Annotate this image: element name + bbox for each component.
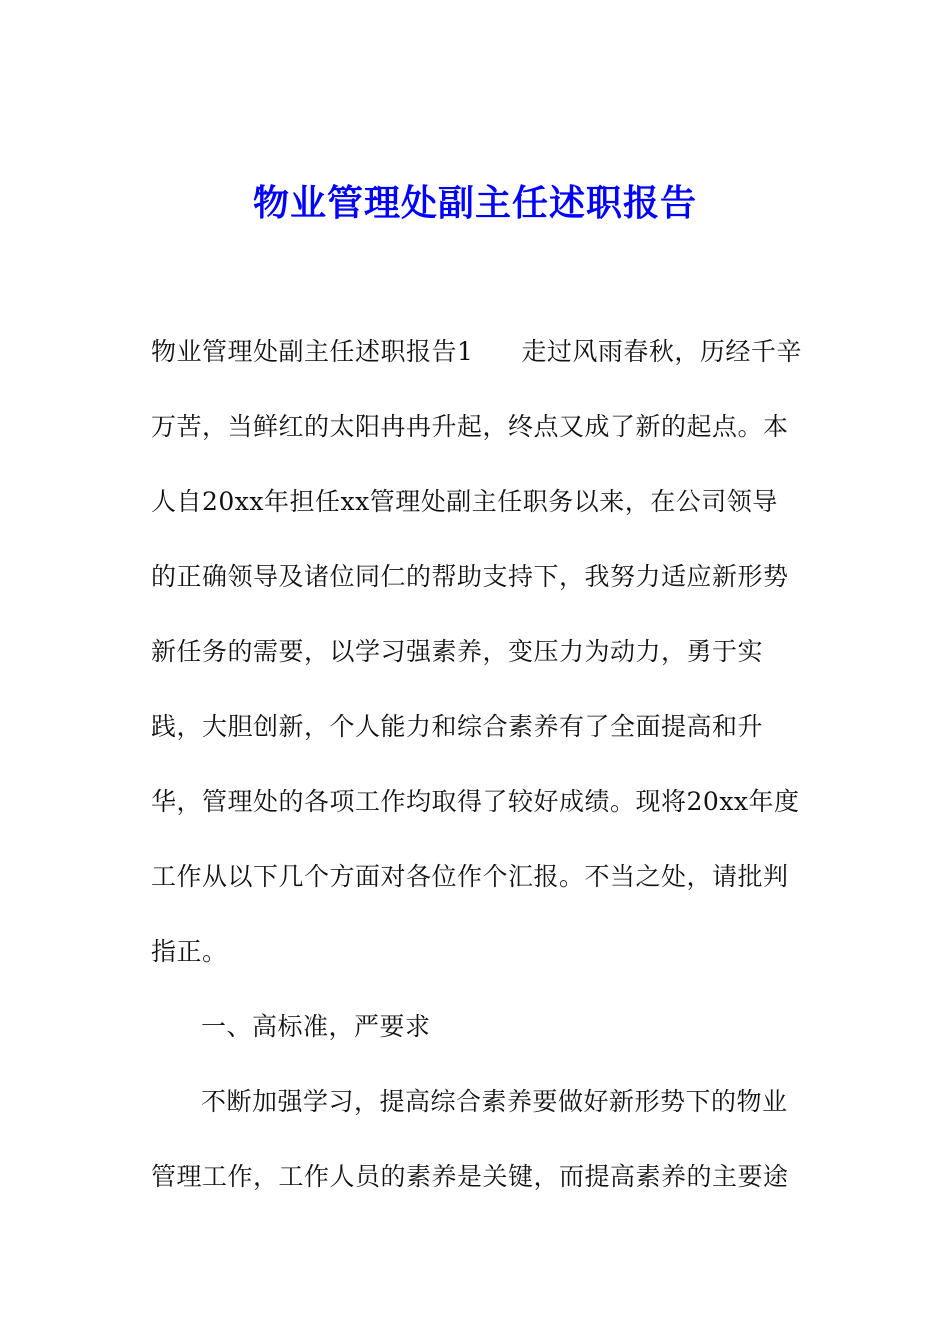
document-title: 物业管理处副主任述职报告	[252, 182, 697, 224]
paragraph-line	[151, 334, 811, 409]
line-text: 走过风雨春秋，历经千辛	[521, 337, 802, 366]
paragraph-line: 践，大胆创新，个人能力和综合素养有了全面提高和升	[151, 712, 764, 741]
paragraph-line: 指正。	[151, 937, 228, 966]
paragraph-line: 人自20xx年担任xx管理处副主任职务以来，在公司领导	[151, 487, 778, 516]
paragraph-line: 不断加强学习，提高综合素养要做好新形势下的物业	[201, 1087, 788, 1116]
paragraph-line: 新任务的需要，以学习强素养，变压力为动力，勇于实	[151, 637, 764, 666]
report-heading: 物业管理处副主任述职报告1	[151, 337, 474, 366]
paragraph-line: 华，管理处的各项工作均取得了较好成绩。现将20xx年度	[151, 787, 800, 816]
paragraph-line: 万苦，当鲜红的太阳冉冉升起，终点又成了新的起点。本	[151, 412, 789, 441]
paragraph-line: 管理工作，工作人员的素养是关键，而提高素养的主要途	[151, 1162, 789, 1191]
section-heading: 一、高标准，严要求	[201, 1012, 431, 1041]
paragraph-line: 的正确领导及诸位同仁的帮助支持下，我努力适应新形势	[151, 562, 789, 591]
paragraph-line: 工作从以下几个方面对各位作个汇报。不当之处，请批判	[151, 862, 789, 891]
document-body	[151, 334, 811, 1234]
